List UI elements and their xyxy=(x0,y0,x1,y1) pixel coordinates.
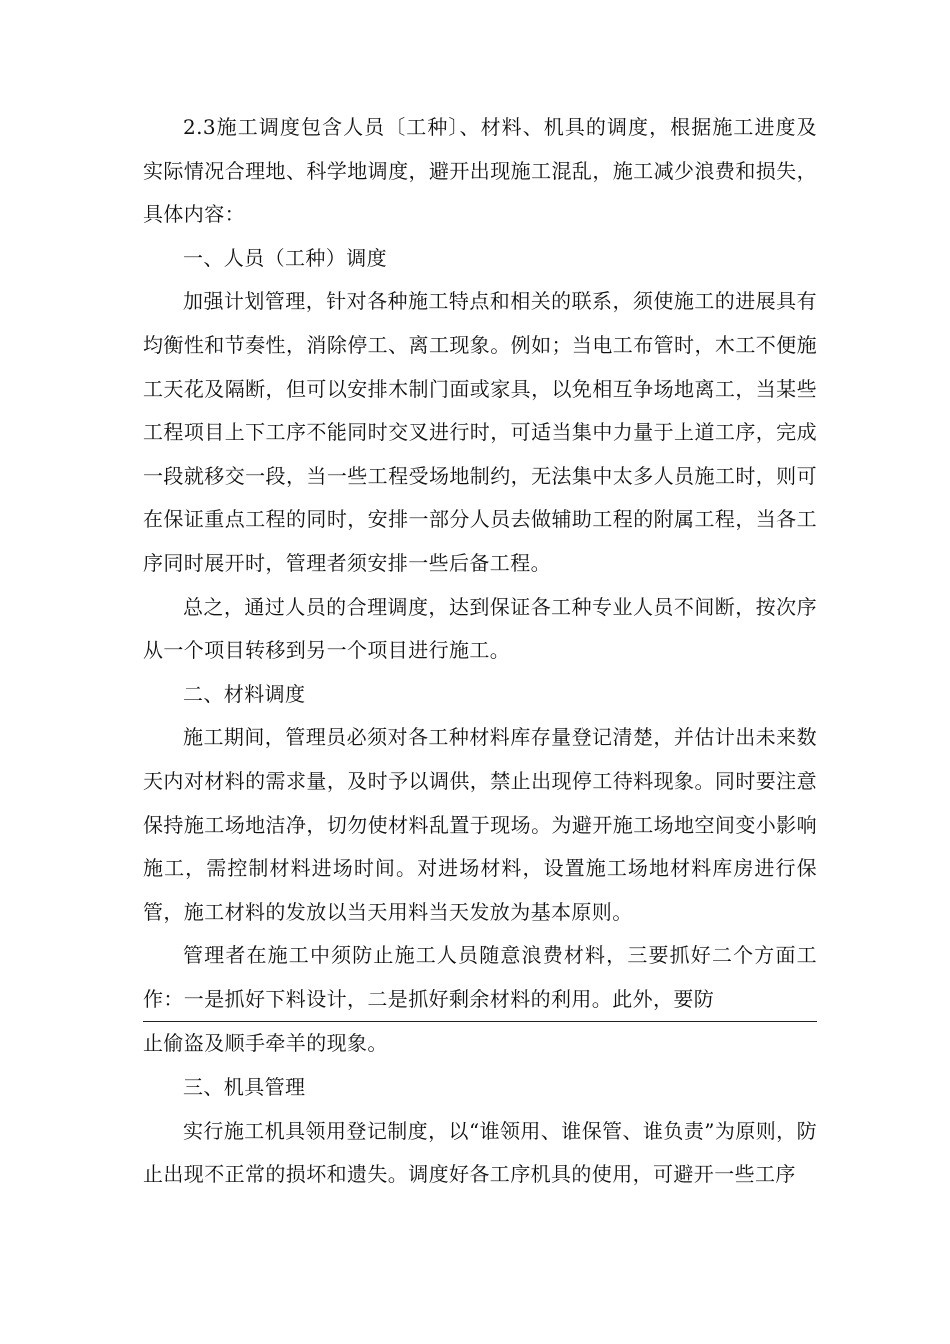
materials-paragraph-1: 施工期间，管理员必须对各工种材料库存量登记清楚，并估计出未来数天内对材料的需求量，及时予以调供，禁止出现停工待料现象。同时要注意保持施工场地洁净，切勿使材料乱置于现场。为避开施工场地空间变小影响施工，需控制材料进场时间。对进场材料，设置施工场地材料库房进行保管，施工材料的发放以当天用料当天发放为基本原则。 xyxy=(143,725,817,924)
materials-paragraph-2-continued: 止偷盗及顺手牵羊的现象。 xyxy=(143,1031,388,1056)
intro-paragraph: 2.3施工调度包含人员〔工种〕、材料、机具的调度，根据施工进度及实际情况合理地、科学地调度，避开出现施工混乱，施工减少浪费和损失，具体内容： xyxy=(143,115,817,227)
equipment-paragraph-1: 实行施工机具领用登记制度，以“谁领用、谁保管、谁负责”为原则，防止出现不正常的损坏和遗失。调度好各工序机具的使用，可避开一些工序 xyxy=(143,1118,817,1187)
section-heading-equipment: 三、机具管理 xyxy=(183,1075,306,1100)
personnel-paragraph-1: 加强计划管理，针对各种施工特点和相关的联系，须使施工的进展具有均衡性和节奏性，消除停工、离工现象。例如；当电工布管时，木工不便施工天花及隔断，但可以安排木制门面或家具，以免相互争场地离工，当某些工程项目上下工序不能同时交叉进行时，可适当集中力量于上道工序，完成一段就移交一段，当一些工程受场地制约，无法集中太多人员施工时，则可在保证重点工程的同时，安排一部分人员去做辅助工程的附属工程，当各工序同时展开时，管理者须安排一些后备工程。 xyxy=(143,289,817,575)
section-heading-personnel: 一、人员（工种）调度 xyxy=(183,245,387,270)
section-heading-materials: 二、材料调度 xyxy=(183,681,306,706)
document-body xyxy=(143,106,817,1197)
personnel-paragraph-2: 总之，通过人员的合理调度，达到保证各工种专业人员不间断，按次序从一个项目转移到另一个项目进行施工。 xyxy=(143,594,817,663)
materials-paragraph-2: 管理者在施工中须防止施工人员随意浪费材料，三要抓好二个方面工作：一是抓好下料设计，二是抓好剩余材料的利用。此外，要防 xyxy=(143,934,817,1022)
